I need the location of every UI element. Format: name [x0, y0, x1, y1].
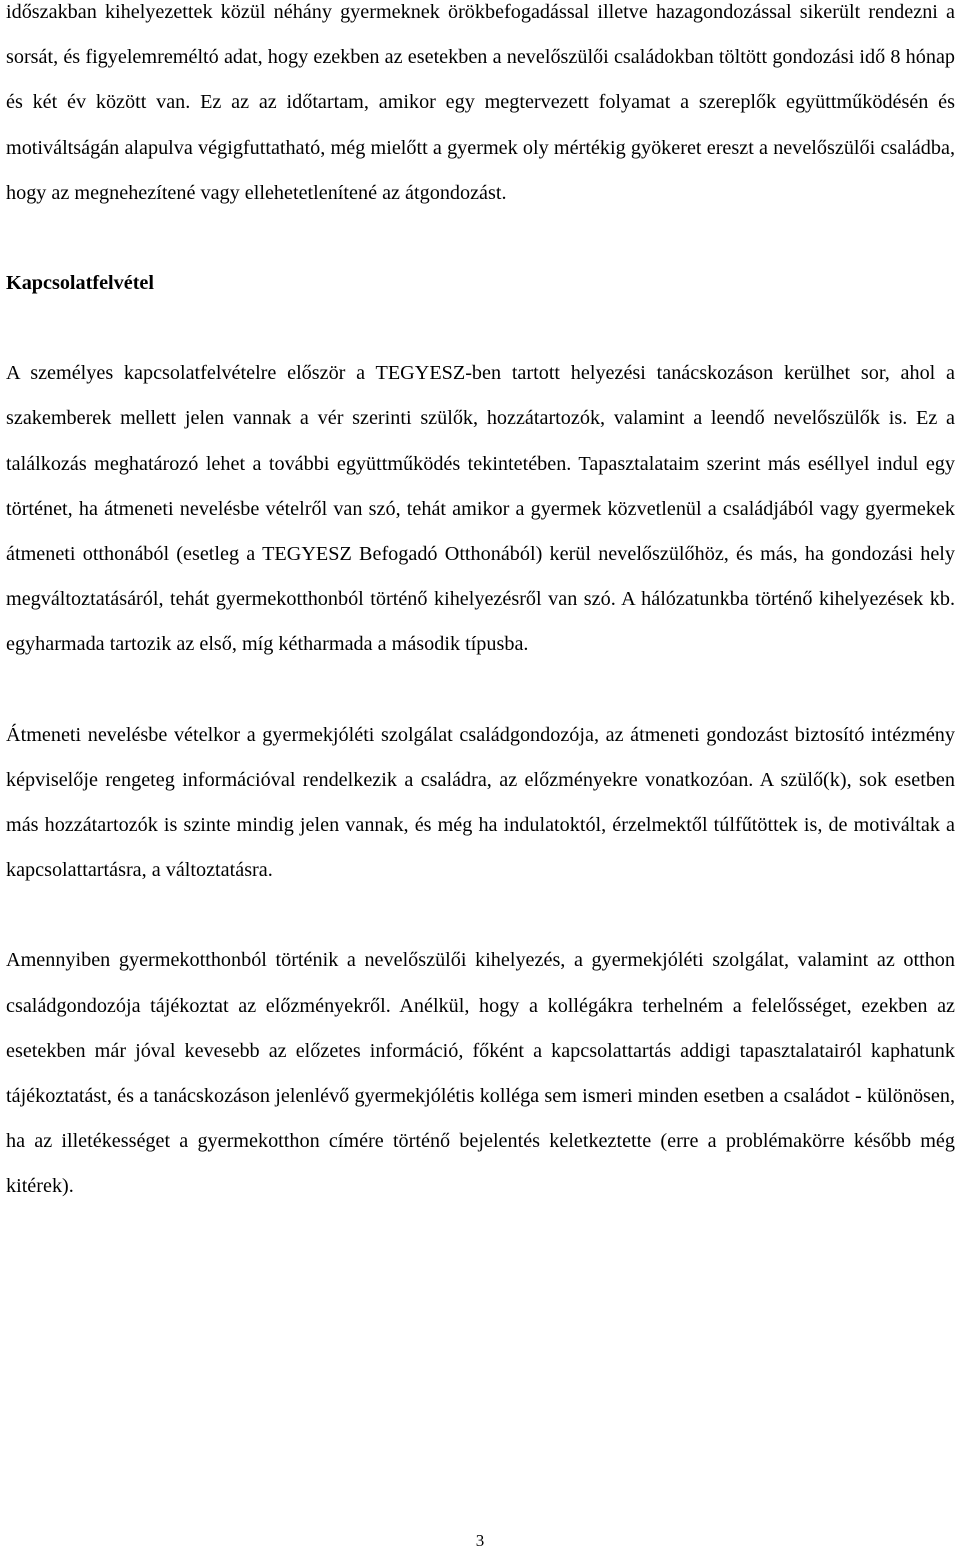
paragraph-intro: időszakban kihelyezettek közül néhány gyermeknek örökbefogadással illetve hazagondozással sikerült rendezni a sorsát, és figyelemreméltó adat, hogy ezekben az esetekben a nevelőszülői családokban töltött gondozási idő 8 hónap és két év között van. Ez az az időtartam, amikor egy megtervezett folyamat a szereplők együttműködésén és motiváltságán alapulva végigfuttatható, még mielőtt a gyermek oly mértékig gyökeret ereszt a nevelőszülői családba, hogy az megnehezítené vagy ellehetetlenítené az átgondozást.	[6, 1, 955, 204]
paragraph-childrens-home: Amennyiben gyermekotthonból történik a nevelőszülői kihelyezés, a gyermekjóléti szolgálat, valamint az otthon családgondozója tájékoztat az előzményekről. Anélkül, hogy a kollégákra terhelném a felelősséget, ezekben az esetekben már jóval kevesebb az előzetes információ, főként a kapcsolattartás addigi tapasztalatairól kaphatunk tájékoztatást, és a tanácskozáson jelenlévő gyermekjólétis kolléga sem ismeri minden esetben a családot - különösen, ha az illetékességet a gyermekotthon címére történő bejelentés keletkeztette (erre a problémakörre később még kitérek).	[6, 949, 955, 1198]
paragraph-contact: A személyes kapcsolatfelvételre először a TEGYESZ-ben tartott helyezési tanácskozáson kerülhet sor, ahol a szakemberek mellett jelen vannak a vér szerinti szülők, hozzátartozók, valamint a leendő nevelőszülők is. Ez a találkozás meghatározó lehet a további együttműködés tekintetében. Tapasztalataim szerint más eséllyel indul egy történet, ha átmeneti nevelésbe vételről van szó, tehát amikor a gyermek közvetlenül a családjából vagy gyermekek átmeneti otthonából (esetleg a TEGYESZ Befogadó Otthonából) kerül nevelőszülőhöz, és más, ha gondozási hely megváltoztatásáról, tehát gyermekotthonból történő kihelyezésről van szó. A hálózatunkba történő kihelyezések kb. egyharmada tartozik az első, míg kétharmada a második típusba.	[6, 362, 955, 656]
paragraph-temporary-care: Átmeneti nevelésbe vételkor a gyermekjóléti szolgálat családgondozója, az átmeneti gondozást biztosító intézmény képviselője rengeteg információval rendelkezik a családra, az előzményekre vonatkozóan. A szülő(k), sok esetben más hozzátartozók is szinte mindig jelen vannak, és még ha indulatoktól, érzelmektől túlfűtöttek is, de motiváltak a kapcsolattartásra, a változtatásra.	[6, 723, 955, 882]
page-number: 3	[475, 1531, 485, 1550]
section-heading: Kapcsolatfelvétel	[6, 272, 154, 295]
document-page	[6, 0, 955, 1210]
